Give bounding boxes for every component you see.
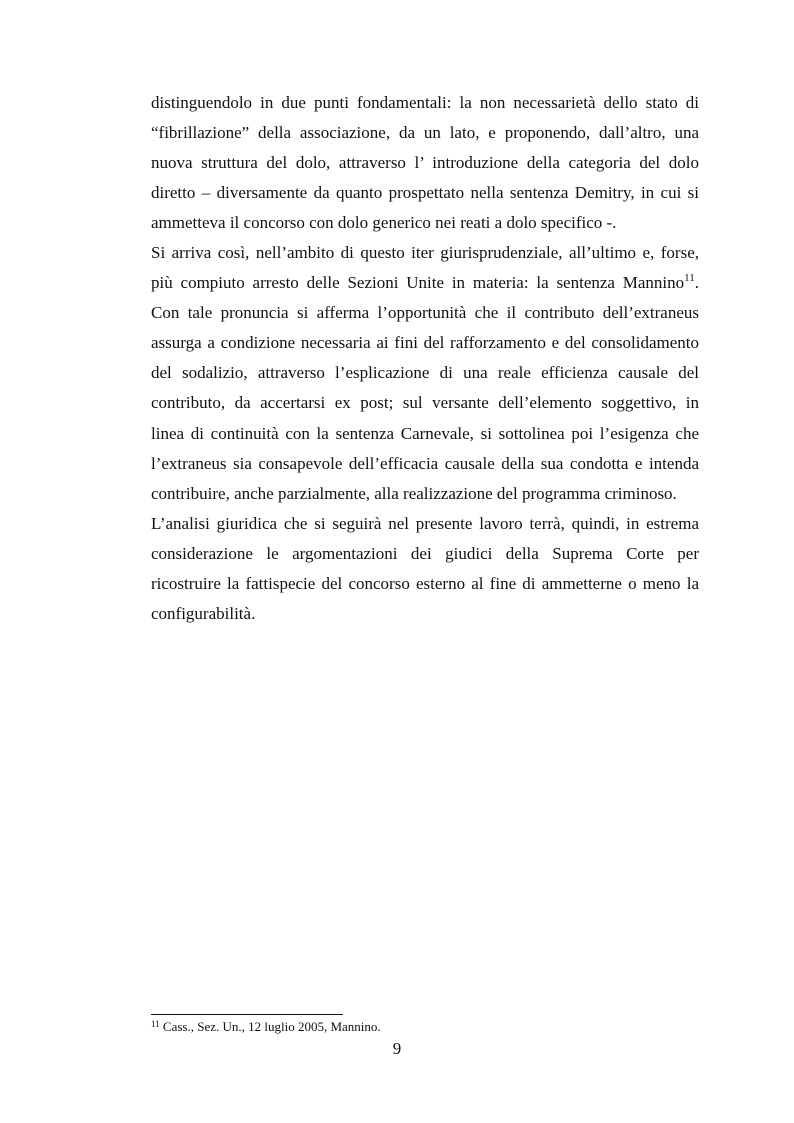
- text-line-content: più compiuto arresto delle Sezioni Unite in materia: la sentenza Mannino: [151, 273, 685, 293]
- footnote-reference-punctuation: .: [694, 273, 699, 293]
- text-line: L’analisi giuridica che si seguirà nel presente lavoro terrà, quindi, in estrema: [151, 513, 699, 533]
- footnote-text: Cass., Sez. Un., 12 luglio 2005, Mannino.: [159, 1019, 381, 1034]
- text-line: considerazione le argomentazioni dei giudici della Suprema Corte per: [151, 543, 699, 563]
- text-line: distinguendolo in due punti fondamentali: la non necessarietà dello stato di: [151, 93, 699, 112]
- page-number: 9: [392, 1039, 402, 1058]
- text-line-with-footnote-ref: [151, 268, 699, 298]
- text-line: assurga a condizione necessaria ai fini del rafforzamento e del consolidamento: [151, 333, 699, 353]
- text-line: ricostruire la fattispecie del concorso esterno al fine di ammetterne o meno la: [151, 573, 699, 593]
- body-text: [151, 88, 699, 629]
- text-line: l’extraneus sia consapevole dell’efficacia causale della sua condotta e intenda: [151, 453, 699, 473]
- text-line: ammetteva il concorso con dolo generico nei reati a dolo specifico -.: [151, 213, 617, 233]
- footnote-separator: [151, 1014, 343, 1015]
- text-line: linea di continuità con la sentenza Carnevale, si sottolinea poi l’esigenza che: [151, 423, 699, 443]
- text-line: diretto – diversamente da quanto prospettato nella sentenza Demitry, in cui si: [151, 183, 699, 203]
- text-line: contribuire, anche parzialmente, alla realizzazione del programma criminoso.: [151, 483, 677, 503]
- text-line: contributo, da accertarsi ex post; sul versante dell’elemento soggettivo, in: [151, 393, 699, 413]
- footnote-reference[interactable]: 11: [684, 272, 695, 285]
- text-line: nuova struttura del dolo, attraverso l’ introduzione della categoria del dolo: [151, 153, 699, 173]
- text-line: del sodalizio, attraverso l’esplicazione di una reale efficienza causale del: [151, 363, 699, 383]
- footnote: [151, 1019, 381, 1035]
- text-line: “fibrillazione” della associazione, da un lato, e proponendo, dall’altro, una: [151, 123, 699, 143]
- text-line: Si arriva così, nell’ambito di questo iter giurisprudenziale, all’ultimo e, forse,: [151, 243, 699, 263]
- footnote-number: 11: [151, 1019, 160, 1029]
- text-line: Con tale pronuncia si afferma l’opportunità che il contributo dell’extraneus: [151, 303, 699, 323]
- text-line: configurabilità.: [151, 603, 256, 623]
